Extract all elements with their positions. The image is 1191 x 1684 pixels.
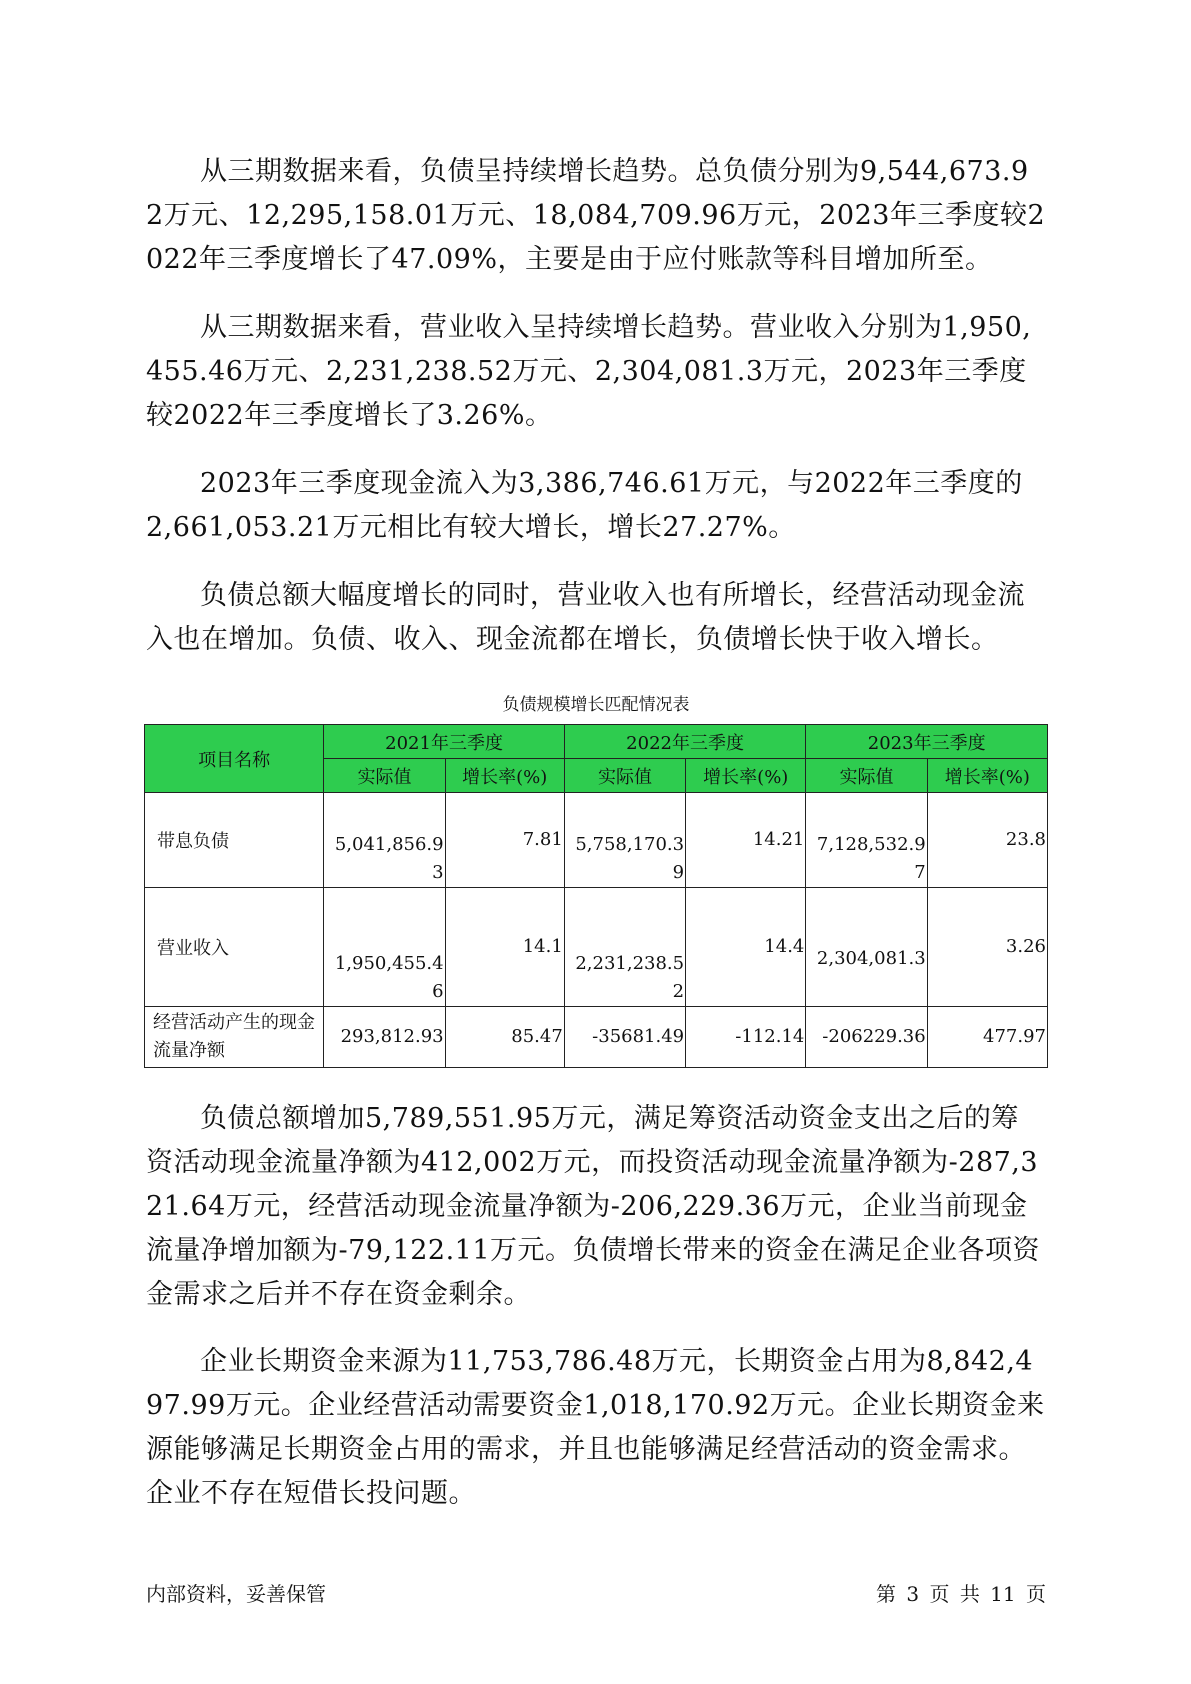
header-period-2023: 2023年三季度 (806, 725, 1048, 759)
table-cell: 1,950,455.46 (324, 888, 445, 1007)
table-cell: 3.26 (927, 888, 1047, 1007)
table-cell: 14.21 (686, 793, 806, 888)
table-row (145, 793, 1048, 888)
header-period-2021: 2021年三季度 (324, 725, 565, 759)
header-actual-2021: 实际值 (324, 759, 445, 793)
row-label: 经营活动产生的现金流量净额 (145, 1007, 324, 1068)
table-cell: 5,041,856.93 (324, 793, 445, 888)
header-growth-2021: 增长率(%) (445, 759, 564, 793)
debt-growth-table (144, 724, 1048, 1068)
table-cell: 477.97 (927, 1007, 1047, 1068)
table-row (145, 888, 1048, 1007)
row-label: 营业收入 (145, 888, 324, 1007)
footer-confidential: 内部资料，妥善保管 (146, 1582, 326, 1606)
table-cell: 85.47 (445, 1007, 564, 1068)
table-cell: 2,304,081.3 (806, 888, 927, 1007)
paragraph-revenue: 从三期数据来看，营业收入呈持续增长趋势。营业收入分别为1,950,455.46万元、2,231,238.52万元、2,304,081.3万元，2023年三季度较2022年三季度增长了3.26%。 (146, 312, 1032, 431)
table-cell: 7.81 (445, 793, 564, 888)
table-cell: 293,812.93 (324, 1007, 445, 1068)
table-cell: -206229.36 (806, 1007, 927, 1068)
table-cell: 5,758,170.39 (564, 793, 685, 888)
table-cell: -35681.49 (564, 1007, 685, 1068)
table-cell: 23.8 (927, 793, 1047, 888)
header-growth-2023: 增长率(%) (927, 759, 1047, 793)
row-label: 带息负债 (145, 793, 324, 888)
header-period-2022: 2022年三季度 (564, 725, 806, 759)
footer-page-number: 第 3 页 共 11 页 (876, 1582, 1046, 1606)
table-cell: -112.14 (686, 1007, 806, 1068)
header-growth-2022: 增长率(%) (686, 759, 806, 793)
table-caption: 负债规模增长匹配情况表 (502, 695, 690, 715)
paragraph-cash-flow: 负债总额增加5,789,551.95万元，满足筹资活动资金支出之后的筹资活动现金流量净额为412,002万元，而投资活动现金流量净额为-287,321.64万元，经营活动现金流量净额为-206,229.36万元，企业当前现金流量净增加额为-79,122.11万元。负债增长带来的资金在满足企业各项资金需求之后并不存在资金剩余。 (146, 1103, 1041, 1310)
table-cell: 2,231,238.52 (564, 888, 685, 1007)
table-row (145, 1007, 1048, 1068)
table-cell: 7,128,532.97 (806, 793, 927, 888)
table-cell: 14.1 (445, 888, 564, 1007)
paragraph-summary: 负债总额大幅度增长的同时，营业收入也有所增长，经营活动现金流入也在增加。负债、收入、现金流都在增长，负债增长快于收入增长。 (146, 580, 1025, 655)
paragraph-long-term-funds: 企业长期资金来源为11,753,786.48万元，长期资金占用为8,842,497.99万元。企业经营活动需要资金1,018,170.92万元。企业长期资金来源能够满足长期资金占用的需求，并且也能够满足经营活动的资金需求。企业不存在短借长投问题。 (146, 1346, 1045, 1509)
header-actual-2023: 实际值 (806, 759, 927, 793)
paragraph-cash-inflow: 2023年三季度现金流入为3,386,746.61万元，与2022年三季度的2,661,053.21万元相比有较大增长，增长27.27%。 (146, 468, 1023, 543)
header-item-name: 项目名称 (145, 725, 324, 793)
table-cell: 14.4 (686, 888, 806, 1007)
paragraph-liabilities: 从三期数据来看，负债呈持续增长趋势。总负债分别为9,544,673.92万元、12,295,158.01万元、18,084,709.96万元，2023年三季度较2022年三季度增长了47.09%，主要是由于应付账款等科目增加所至。 (146, 156, 1046, 275)
header-actual-2022: 实际值 (564, 759, 685, 793)
